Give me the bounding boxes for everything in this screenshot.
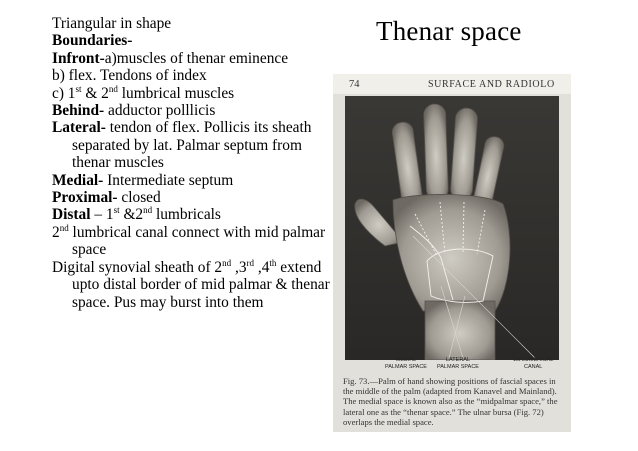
note-behind: Behind- adductor polllicis [52,102,216,120]
note-shape: Triangular in shape [52,15,172,32]
label-lumbrical-canal: 1st LUMBRICAL CANAL [513,357,554,370]
label-medial-palmar-space: MEDIAL PALMAR SPACE [385,357,427,370]
note-distal: Distal – 1st &2nd lumbricals [52,205,221,224]
figure-page-number: 74 [349,79,360,90]
textbook-figure [333,74,571,432]
notes-text-block [52,15,342,311]
note-lumbrical-canal: 2nd lumbrical canal connect with mid palmar space [52,222,326,259]
slide-title: Thenar space [376,16,522,46]
figure-running-header: SURFACE AND RADIOLO [428,79,555,90]
note-synovial-sheath: Digital synovial sheath of 2nd ,3rd ,4th extend upto distal border of mid palmar & thenar space. Pus may burst into them [52,257,330,311]
note-proximal: Proximal- closed [52,189,161,207]
label-lateral-palmar-space: LATERAL PALMAR SPACE [437,357,479,370]
note-infront: Infront-a)muscles of thenar eminence [52,49,289,67]
note-medial: Medial- Intermediate septum [52,171,234,189]
figure-header-strip [333,74,571,94]
note-boundaries-heading: Boundaries- [52,32,133,50]
palm-photo-illustration [345,96,559,360]
figure-caption: Fig. 73.—Palm of hand showing positions of fascial spaces in the middle of the palm (adapted from Kanavel and Mainland). The medial space is known also as the “midpalmar space,” the lateral one as the “thenar space.” The ulnar bursa (Fig. 72) overlaps the medial space. [343,376,558,427]
note-lateral: Lateral- tendon of flex. Pollicis its sheath separated by lat. Palmar septum from thenar muscles [52,119,312,172]
note-infront-c: c) 1st & 2nd lumbrical muscles [52,83,235,102]
note-infront-b: b) flex. Tendons of index [52,67,207,85]
figure-labels [345,357,559,375]
